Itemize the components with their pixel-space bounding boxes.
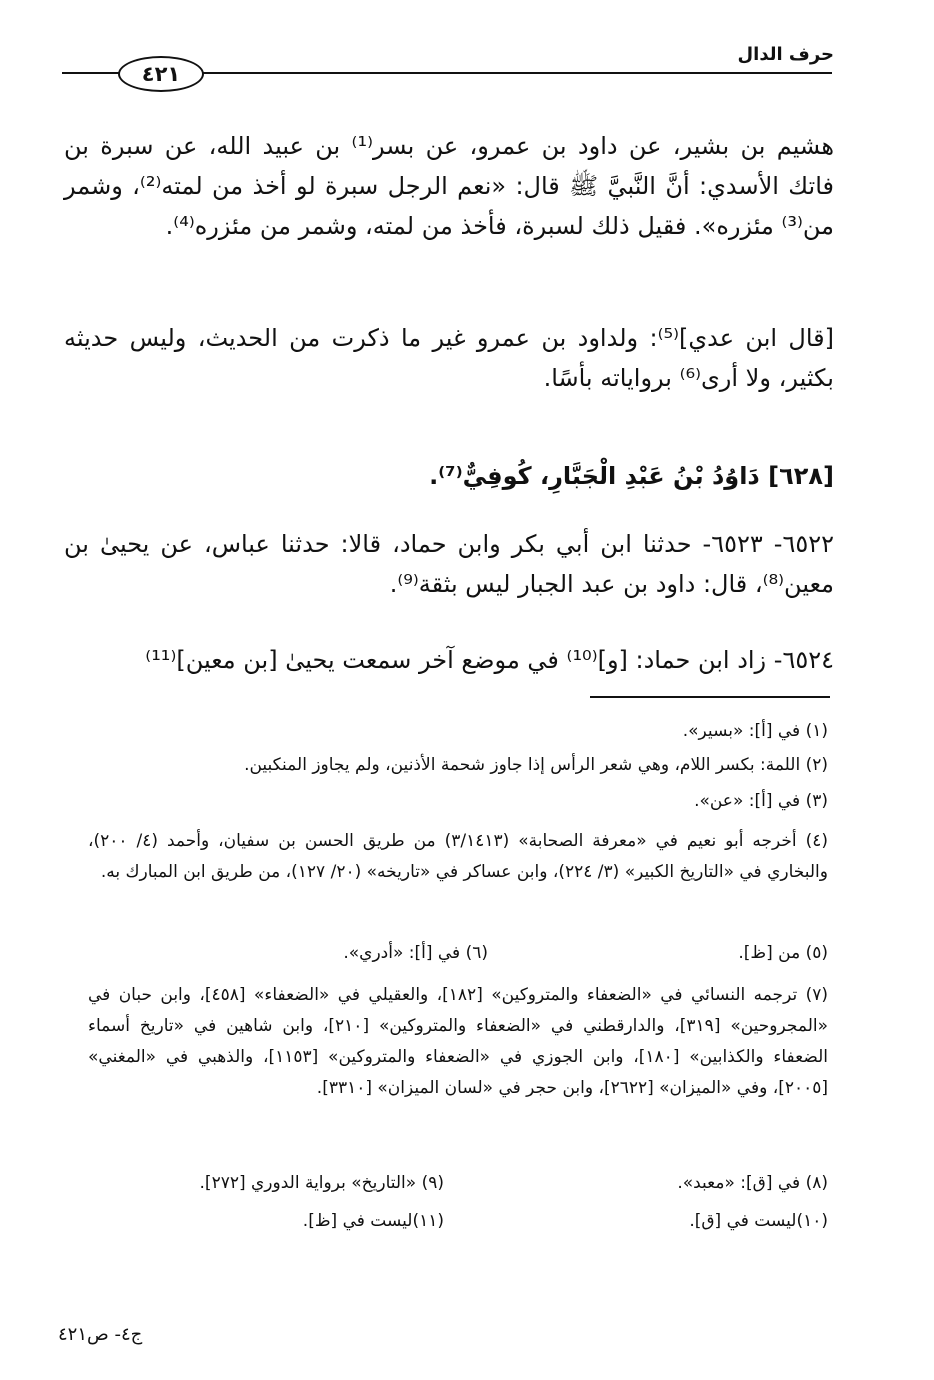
page-number: ٤٢١	[141, 62, 181, 86]
paragraph-3: ٦٥٢٢- ٦٥٢٣- حدثنا ابن أبي بكر وابن حماد، قالا: حدثنا عباس، عن يحيىٰ بن معين⁽⁸⁾، قال: داود بن عبد الجبار ليس بثقة⁽⁹⁾.	[64, 530, 834, 598]
footnote-11: (١١)ليست في [ظ].	[302, 1211, 444, 1231]
paragraph-2: [قال ابن عدي]⁽⁵⁾: ولداود بن عمرو غير ما ذكرت من الحديث، وليس حديثه بكثير، ولا أرى⁽⁶⁾ برواياته بأسًا.	[64, 324, 835, 392]
paragraph-4: ٦٥٢٤- زاد ابن حماد: [و]⁽¹⁰⁾ في موضع آخر سمعت يحيىٰ [بن معين]⁽¹¹⁾	[145, 646, 834, 674]
footnote-7: (٧) ترجمه النسائي في «الضعفاء والمتروكين» [١٨٢]، والعقيلي في «الضعفاء» [٤٥٨]، وابن حبان في «المجروحين» [٣١٩]، والدارقطني في «الضعفاء والمتروكين» [٢١٠]، وابن شاهين في «تاريخ أسماء الضعفاء والكذابين» [١٨٠]، وابن الجوزي في «الضعفاء والمتروكين» [١١٥٣]، والذهبي في «المغني» [٢٠٠٥]، وفي «الميزان» [٢٦٢٢]، وابن حجر في «لسان الميزان» [٣٣١٠].	[88, 985, 829, 1098]
footnote-10: (١٠)ليست في [ق].	[689, 1211, 828, 1231]
volume-page-ref: ج٤- ص٤٢١	[58, 1324, 143, 1345]
chapter-title: حرف الدال	[737, 44, 834, 65]
footnote-6: (٦) في [أ]: «أدري».	[343, 943, 488, 963]
page-number-badge	[118, 56, 204, 92]
footnote-3: (٣) في [أ]: «عن».	[694, 791, 828, 811]
entry-heading: [٦٢٨] دَاوُدُ بْنُ عَبْدِ الْجَبَّارِ، كُوفِيٌّ⁽⁷⁾.	[429, 462, 834, 490]
footnote-5: (٥) من [ظ].	[738, 943, 828, 963]
footnote-rule	[590, 696, 830, 698]
footnote-4: (٤) أخرجه أبو نعيم في «معرفة الصحابة» (٣/١٤١٣) من طريق الحسن بن سفيان، وأحمد (٤/ ٢٠٠)، والبخاري في «التاريخ الكبير» (٣/ ٢٢٤)، وابن عساكر في «تاريخه» (٢٠/ ١٢٧)، من طريق ابن المبارك به.	[88, 831, 828, 882]
paragraph-1: هشيم بن بشير، عن داود بن عمرو، عن بسر⁽¹⁾ بن عبيد الله، عن سبرة بن فاتك الأسدي: أنَّ النَّبيَّ ﷺ قال: «نعم الرجل سبرة لو أخذ من لمته⁽²⁾، وشمر من⁽³⁾ مئزره». فقيل ذلك لسبرة، فأخذ من لمته، وشمر من مئزره⁽⁴⁾.	[64, 132, 835, 240]
footnote-2: (٢) اللمة: بكسر اللام، وهي شعر الرأس إذا جاوز شحمة الأذنين، ولم يجاوز المنكبين.	[244, 755, 828, 775]
footnote-9: (٩) «التاريخ» برواية الدوري [٢٧٢].	[199, 1173, 444, 1193]
footnote-8: (٨) في [ق]: «معبد».	[677, 1173, 828, 1193]
footnote-1: (١) في [أ]: «بسير».	[682, 721, 828, 741]
